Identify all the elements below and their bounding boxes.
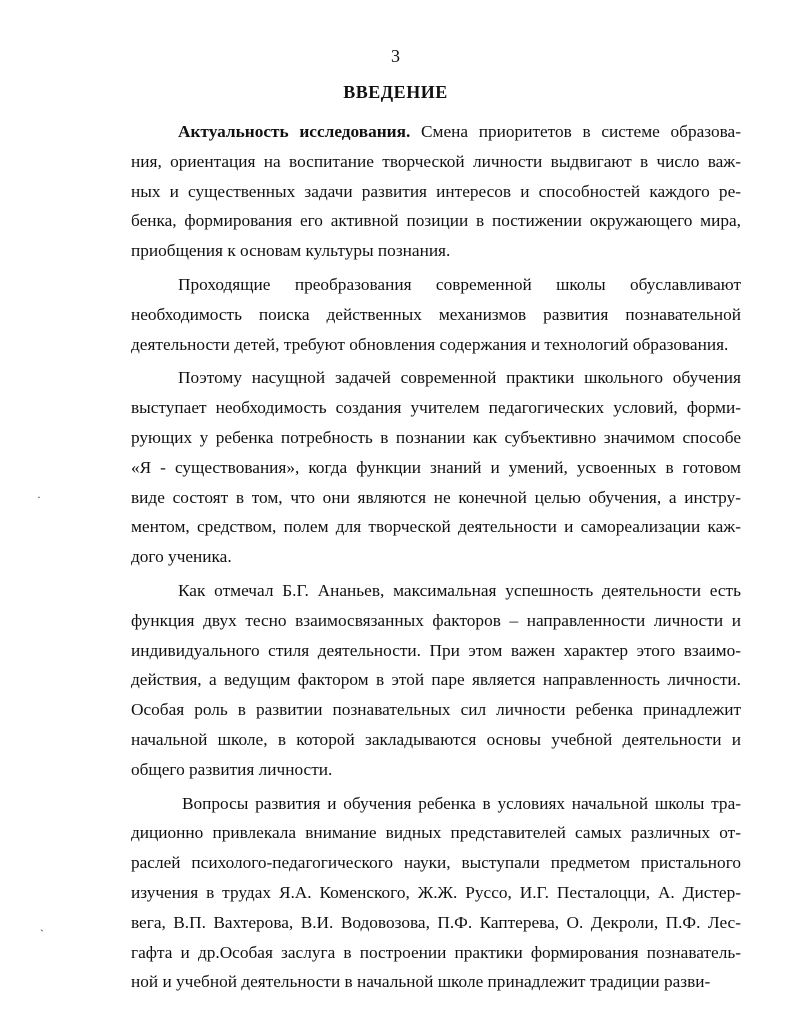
paragraph-line bbox=[131, 848, 741, 878]
line-text: рующих у ребенка потребность в познании как субъективно значимом способе bbox=[131, 427, 741, 447]
paragraph-line bbox=[131, 206, 741, 236]
line-text: приобщения к основам культуры познания. bbox=[131, 241, 451, 261]
line-text: деятельности детей, требуют обновления содержания и технологий образования. bbox=[131, 334, 729, 354]
line-text: ной и учебной деятельности в начальной школе принадлежит традиции разви- bbox=[131, 972, 711, 992]
line-text: начальной школе, в которой закладываются основы учебной деятельности и bbox=[131, 729, 741, 749]
paragraph-line bbox=[131, 636, 741, 666]
line-text: выступает необходимость создания учителем педагогических условий, форми- bbox=[131, 398, 741, 418]
line-text: Поэтому насущной задачей современной практики школьного обучения bbox=[178, 368, 741, 388]
line-text: индивидуального стиля деятельности. При этом важен характер этого взаимо- bbox=[131, 640, 741, 660]
line-text: диционно привлекала внимание видных представителей самых различных от- bbox=[131, 823, 741, 843]
scan-speck: · bbox=[37, 490, 41, 504]
paragraph-line bbox=[131, 330, 741, 360]
line-text: виде состоят в том, что они являются не конечной целью обучения, а инстру- bbox=[131, 487, 741, 507]
paragraph-line bbox=[131, 483, 741, 513]
paragraph-line bbox=[131, 606, 741, 636]
paragraph-line bbox=[131, 789, 741, 819]
line-text: «Я - существования», когда функции знаний и умений, усвоенных в готовом bbox=[131, 457, 741, 477]
paragraph-line bbox=[131, 908, 741, 938]
page-number: 3 bbox=[391, 46, 400, 66]
paragraph-line bbox=[131, 725, 741, 755]
line-text: Особая роль в развитии познавательных сил личности ребенка принадлежит bbox=[131, 700, 741, 720]
paragraph-line bbox=[131, 270, 741, 300]
line-text: гафта и др.Особая заслуга в построении практики формирования познаватель- bbox=[131, 942, 741, 962]
paragraph-line bbox=[131, 576, 741, 606]
line-text: Проходящие преобразования современной школы обуславливают bbox=[178, 274, 741, 294]
line-text: ния, ориентация на воспитание творческой личности выдвигают в число важ- bbox=[131, 151, 741, 171]
paragraph-line bbox=[131, 236, 741, 266]
paragraph-line bbox=[131, 878, 741, 908]
paragraph-line bbox=[131, 363, 741, 393]
paragraph-line bbox=[131, 512, 741, 542]
line-text: раслей психолого-педагогического науки, выступали предметом пристального bbox=[131, 853, 741, 873]
line-text: ментом, средством, полем для творческой деятельности и самореализации каж- bbox=[131, 517, 741, 537]
line-text: вега, В.П. Вахтерова, В.И. Водовозова, П.Ф. Каптерева, О. Декроли, П.Ф. Лес- bbox=[131, 912, 741, 932]
scan-speck: ˏ bbox=[40, 918, 44, 932]
paragraph-line bbox=[131, 300, 741, 330]
paragraph-line bbox=[131, 542, 741, 572]
line-text: Вопросы развития и обучения ребенка в условиях начальной школы тра- bbox=[182, 793, 741, 813]
bold-lead-in: Актуальность исследования. bbox=[178, 122, 411, 141]
body-text bbox=[131, 117, 741, 997]
line-text: ных и существенных задачи развития интересов и способностей каждого ре- bbox=[131, 181, 741, 201]
section-heading: ВВЕДЕНИЕ bbox=[343, 82, 448, 102]
paragraph-line bbox=[131, 938, 741, 968]
paragraph-line bbox=[131, 818, 741, 848]
paragraph-line bbox=[131, 967, 741, 997]
line-text: изучения в трудах Я.А. Коменского, Ж.Ж. Руссо, И.Г. Песталоцци, А. Дистер- bbox=[131, 882, 741, 902]
line-text: функция двух тесно взаимосвязанных факторов – направленности личности и bbox=[131, 610, 741, 630]
line-text: Смена приоритетов в системе образова- bbox=[410, 122, 741, 141]
paragraph-line bbox=[131, 423, 741, 453]
line-text: бенка, формирования его активной позиции в постижении окружающего мира, bbox=[131, 211, 741, 231]
paragraph-line bbox=[131, 695, 741, 725]
paragraph-line bbox=[131, 147, 741, 177]
line-text: Как отмечал Б.Г. Ананьев, максимальная успешность деятельности есть bbox=[178, 580, 741, 600]
paragraph-line bbox=[131, 755, 741, 785]
paragraph-line bbox=[131, 453, 741, 483]
paragraph-line bbox=[131, 665, 741, 695]
line-text: общего развития личности. bbox=[131, 759, 333, 779]
line-text: действия, а ведущим фактором в этой паре является направленность личности. bbox=[131, 670, 741, 690]
line-text: дого ученика. bbox=[131, 547, 232, 567]
paragraph-line bbox=[131, 117, 741, 147]
line-text: необходимость поиска действенных механизмов развития познавательной bbox=[131, 304, 741, 324]
paragraph-line bbox=[131, 393, 741, 423]
paragraph-line bbox=[131, 177, 741, 207]
